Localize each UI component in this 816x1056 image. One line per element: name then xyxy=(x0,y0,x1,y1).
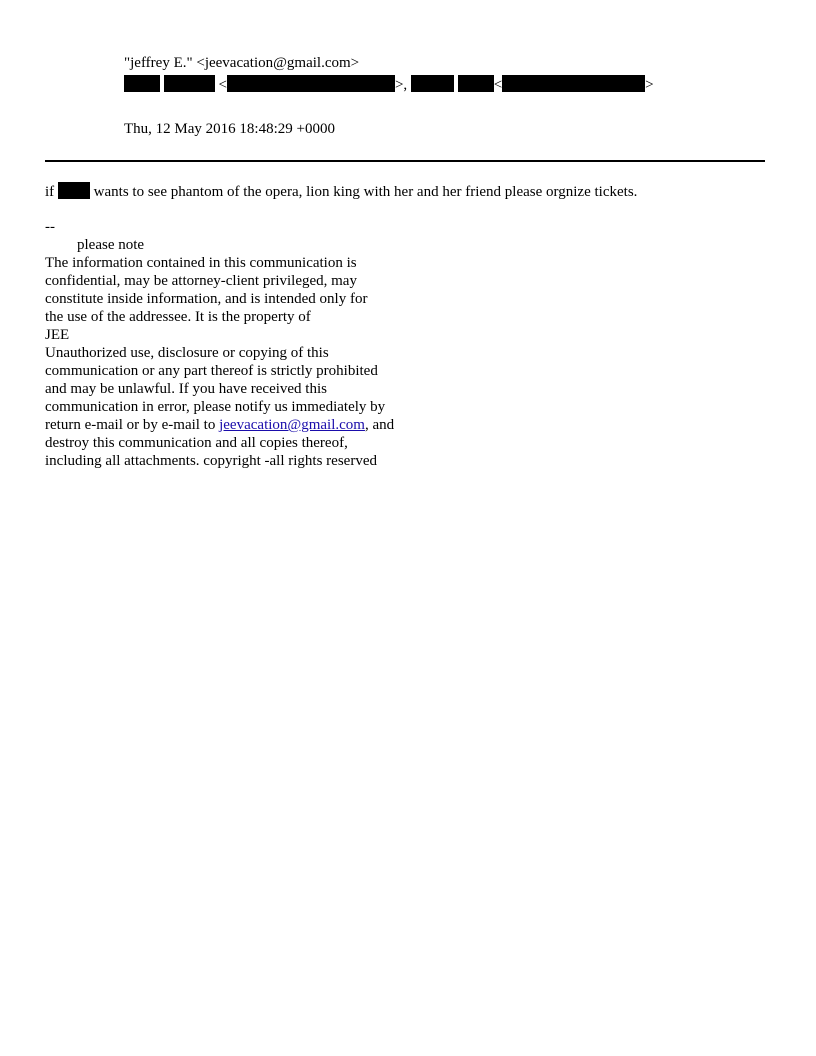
angle-close: > xyxy=(645,77,654,93)
disclaimer-line: constitute inside information, and is intended only for xyxy=(45,291,368,307)
header-divider xyxy=(45,160,765,162)
message-body xyxy=(45,182,637,202)
date-value: Thu, 12 May 2016 18:48:29 +0000 xyxy=(124,121,335,137)
disclaimer-line: destroy this communication and all copies thereof, xyxy=(45,435,348,451)
return-suffix: , and xyxy=(364,417,395,433)
redaction-block xyxy=(227,75,395,92)
disclaimer-line: and may be unlawful. If you have received this xyxy=(45,381,327,397)
message-text: wants to see phantom of the opera, lion king with her and her friend please orgnize tickets. xyxy=(93,184,638,200)
redaction-block xyxy=(502,75,645,92)
disclaimer-line: JEE xyxy=(45,327,70,343)
redaction-block xyxy=(164,75,215,92)
return-prefix: return e-mail or by e-mail to xyxy=(45,417,220,433)
signature-block xyxy=(45,218,445,470)
redaction-block xyxy=(124,75,160,92)
disclaimer-line: communication in error, please notify us immediately by xyxy=(45,399,386,415)
signature-dashes: -- xyxy=(45,219,55,235)
disclaimer-line: the use of the addressee. It is the property of xyxy=(45,309,311,325)
disclaimer-return-line xyxy=(45,416,445,434)
from-value: "jeffrey E." <jeevacation@gmail.com> xyxy=(124,55,360,71)
disclaimer-line: The information contained in this communication is xyxy=(45,255,357,271)
disclaimer-line: Unauthorized use, disclosure or copying of this xyxy=(45,345,329,361)
recipient-separator: >, xyxy=(394,77,408,93)
to-recipients xyxy=(124,75,654,95)
redaction-block xyxy=(458,75,494,92)
disclaimer-line: including all attachments. copyright -all rights reserved xyxy=(45,453,377,469)
angle-open: < xyxy=(218,77,227,93)
redaction-block xyxy=(58,182,90,199)
signature-note: please note xyxy=(77,237,145,253)
disclaimer-line: communication or any part thereof is strictly prohibited xyxy=(45,363,378,379)
email-link[interactable]: jeevacation@gmail.com xyxy=(219,417,365,433)
disclaimer-line: confidential, may be attorney-client privileged, may xyxy=(45,273,357,289)
redaction-block xyxy=(411,75,454,92)
message-if: if xyxy=(45,184,55,200)
angle-open: < xyxy=(493,77,503,93)
